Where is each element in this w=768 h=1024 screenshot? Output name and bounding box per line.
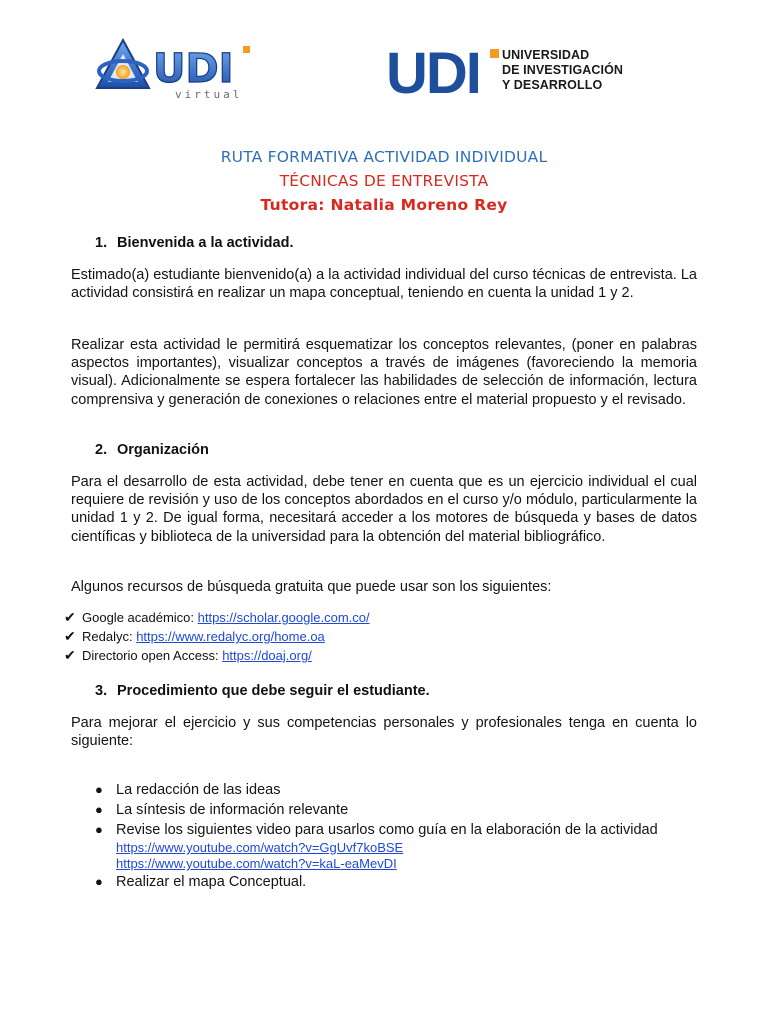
resource-label: Google académico: (82, 610, 198, 625)
document-titles (0, 145, 768, 217)
resource-item-redalyc (64, 627, 370, 646)
university-name-line1: UNIVERSIDAD (502, 48, 590, 62)
procedure-item-text: La síntesis de información relevante (116, 802, 349, 818)
logo-left-brand: UDI (153, 46, 234, 92)
section-2-heading (95, 440, 209, 460)
section-3-paragraph-1: Para mejorar el ejercicio y sus competencias personales y profesionales tenga en cuenta lo siguiente: (71, 715, 697, 750)
video-link-1[interactable]: https://www.youtube.com/watch?v=GgUvf7koBSE (116, 840, 404, 855)
check-icon: ✔ (64, 628, 76, 644)
procedure-item-text: Revise los siguientes video para usarlos como guía en la elaboración de la actividad (116, 822, 658, 838)
procedure-item-text: La redacción de las ideas (116, 782, 281, 798)
section-1-paragraph-1: Estimado(a) estudiante bienvenido(a) a la actividad individual del curso técnicas de entrevista. La actividad consistirá en realizar un mapa conceptual, teniendo en cuenta la unidad 1 y 2. (71, 267, 697, 302)
document-title: RUTA FORMATIVA ACTIVIDAD INDIVIDUAL (220, 148, 548, 166)
bullet-icon: ● (95, 874, 103, 889)
section-2-paragraph-1: Para el desarrollo de esta actividad, debe tener en cuenta que es un ejercicio individual el cual requiere de revisión y uso de los conceptos abordados en el curso y/o módulo, particularmente la unidad 1 y 2. De igual forma, necesitará acceder a los motores de búsqueda y bases de datos científicas y biblioteca de la universidad para la obtención del material bibliográfico. (71, 474, 697, 545)
check-icon: ✔ (64, 609, 76, 625)
resource-label: Redalyc: (82, 629, 137, 644)
resource-label: Directorio open Access: (82, 648, 223, 663)
logo-left-sub: virtual (175, 88, 243, 101)
procedure-list (95, 780, 658, 892)
section-3-heading-text: Procedimiento que debe seguir el estudiante. (117, 683, 430, 699)
resource-link-redalyc[interactable]: https://www.redalyc.org/home.oa (136, 629, 325, 644)
resource-link-doaj[interactable]: https://doaj.org/ (222, 648, 312, 663)
resource-item-google-scholar (64, 608, 370, 627)
section-1-number: 1. (95, 235, 108, 251)
udi-university-logo (386, 46, 646, 98)
video-links (116, 840, 658, 872)
udi-virtual-logo (93, 36, 255, 102)
university-name-line2: DE INVESTIGACIÓN (502, 63, 624, 77)
procedure-item (95, 800, 658, 820)
udi-university-mark (386, 46, 506, 98)
check-icon: ✔ (64, 647, 76, 663)
tutor-name: Tutora: Natalia Moreno Rey (260, 196, 508, 214)
procedure-item (95, 820, 658, 872)
university-name (502, 48, 623, 93)
udi-virtual-logo-graphic (93, 36, 255, 102)
resource-item-doaj (64, 646, 370, 665)
section-3-heading (95, 681, 430, 701)
section-2-heading-text: Organización (117, 442, 209, 458)
university-name-line3: Y DESARROLLO (502, 78, 603, 92)
bullet-icon: ● (95, 802, 103, 817)
procedure-item-text: Realizar el mapa Conceptual. (116, 874, 307, 890)
section-3-number: 3. (95, 683, 108, 699)
procedure-item (95, 780, 658, 800)
resource-link-google-scholar[interactable]: https://scholar.google.com.co/ (197, 610, 370, 625)
course-title: TÉCNICAS DE ENTREVISTA (279, 172, 489, 190)
section-2-paragraph-2: Algunos recursos de búsqueda gratuita que puede usar son los siguientes: (71, 579, 552, 595)
section-2-number: 2. (95, 442, 108, 458)
section-1-paragraph-2: Realizar esta actividad le permitirá esquematizar los conceptos relevantes, (poner en palabras aspectos importantes), visualizar conceptos a través de imágenes (favoreciendo la memoria visual). Adicionalmente se espera fortalecer las habilidades de selección de información, lectura comprensiva y generación de conexiones o relaciones entre el material propuesto y el revisado. (71, 337, 697, 408)
section-1-heading-text: Bienvenida a la actividad. (117, 235, 294, 251)
video-link-2[interactable]: https://www.youtube.com/watch?v=kaL-eaMevDI (116, 856, 397, 871)
search-resources-list (64, 608, 370, 665)
section-1-heading (95, 233, 294, 253)
bullet-icon: ● (95, 822, 103, 837)
logo-right-brand: UDI (386, 46, 480, 98)
procedure-item (95, 872, 658, 892)
bullet-icon: ● (95, 782, 103, 797)
